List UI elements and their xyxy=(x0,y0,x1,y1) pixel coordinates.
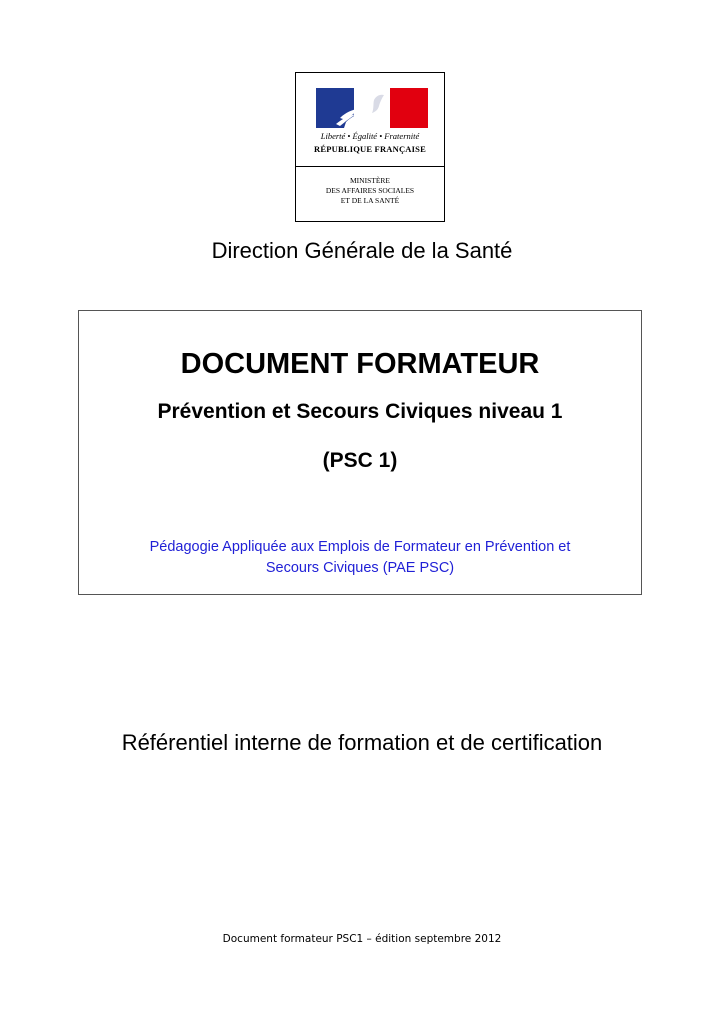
marianne-logo xyxy=(295,72,445,222)
marianne-flag-icon xyxy=(316,88,428,128)
document-code: (PSC 1) xyxy=(322,449,398,472)
ministry-line: ET DE LA SANTÉ xyxy=(340,196,400,205)
document-subtitle: Prévention et Secours Civiques niveau 1 xyxy=(157,400,563,423)
document-title: DOCUMENT FORMATEUR xyxy=(180,348,540,380)
ministry-line: DES AFFAIRES SOCIALES xyxy=(325,186,415,195)
direction-heading: Direction Générale de la Santé xyxy=(211,238,513,263)
republic-motto: Liberté • Égalité • Fraternité xyxy=(320,131,420,141)
ministry-name xyxy=(296,176,444,206)
page-footer: Document formateur PSC1 – édition septembre 2012 xyxy=(222,933,502,945)
republic-name: RÉPUBLIQUE FRANÇAISE xyxy=(314,144,426,154)
referentiel-heading: Référentiel interne de formation et de certification xyxy=(121,730,603,755)
logo-divider xyxy=(296,166,444,167)
pae-line: Secours Civiques (PAE PSC) xyxy=(265,560,455,576)
title-box xyxy=(78,310,642,595)
pae-line: Pédagogie Appliquée aux Emplois de Formateur en Prévention et xyxy=(149,539,571,555)
ministry-line: MINISTÈRE xyxy=(350,176,390,185)
pae-description xyxy=(79,537,641,579)
